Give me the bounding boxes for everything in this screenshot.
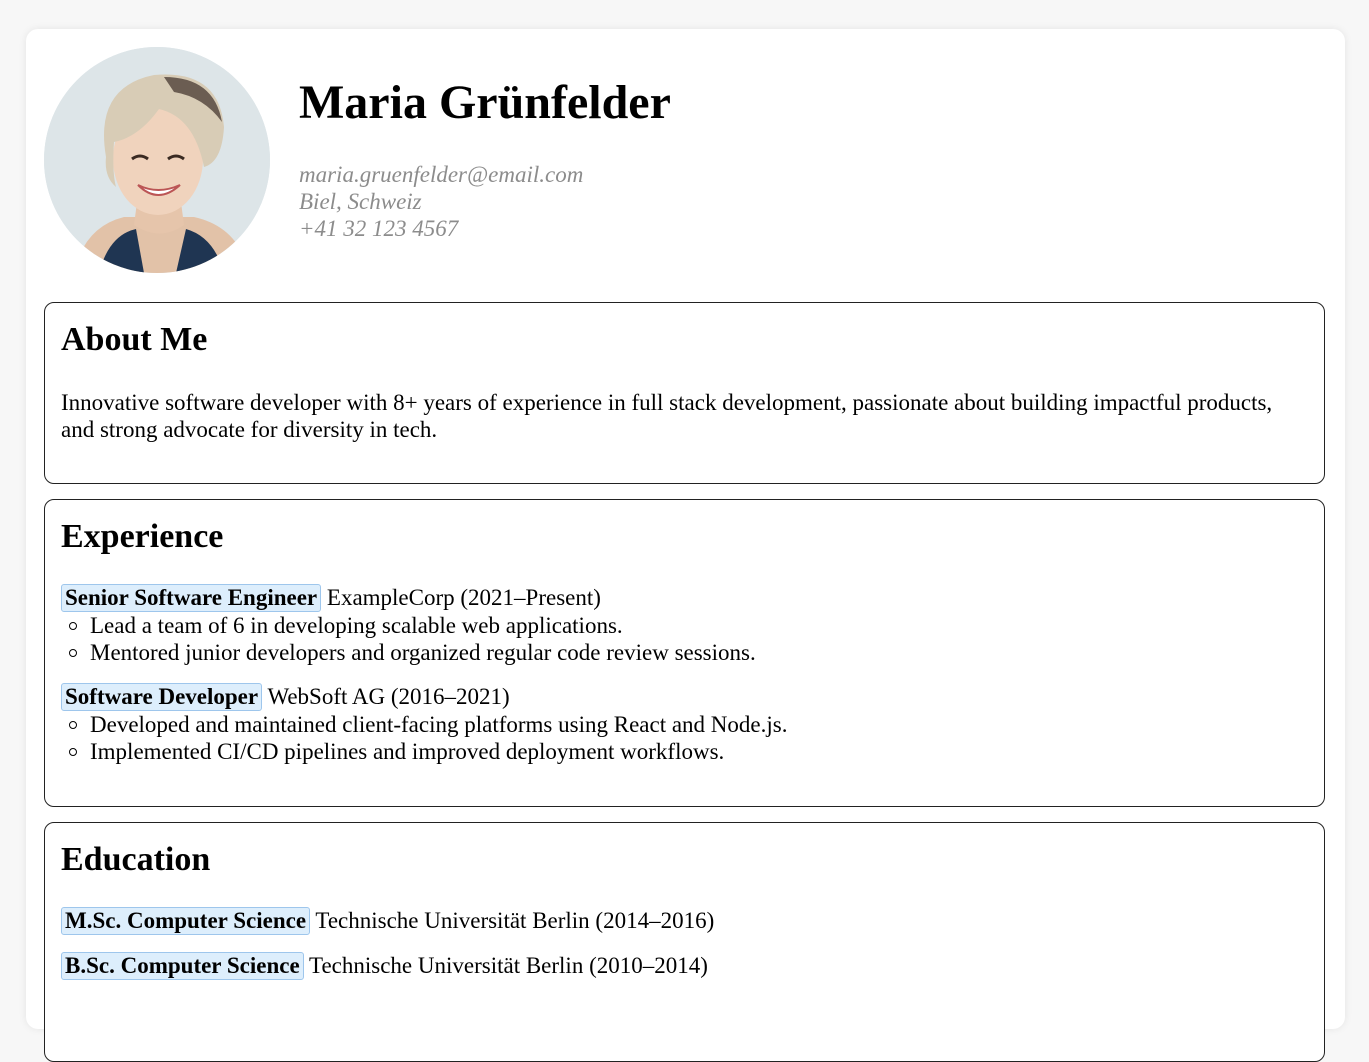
bullet-circle-icon xyxy=(69,649,77,657)
bullet-circle-icon xyxy=(69,748,77,756)
about-heading: About Me xyxy=(61,321,208,358)
job-bullets xyxy=(61,711,787,765)
phone-text: +41 32 123 4567 xyxy=(299,216,459,241)
degree-title: B.Sc. Computer Science xyxy=(61,952,304,980)
education-section xyxy=(44,822,1325,1062)
job-title: Software Developer xyxy=(61,683,262,711)
avatar xyxy=(44,47,270,273)
list-item: Implemented CI/CD pipelines and improved deployment workflows. xyxy=(61,738,787,765)
about-text: Innovative software developer with 8+ years of experience in full stack development, passionate about building impactful products, and strong advocate for diversity in tech. xyxy=(61,390,1273,442)
list-item: Lead a team of 6 in developing scalable web applications. xyxy=(61,612,756,639)
bullet-circle-icon xyxy=(69,622,77,630)
degree-school: Technische Universität Berlin (2010–2014) xyxy=(309,953,708,978)
email-text: maria.gruenfelder@email.com xyxy=(299,162,584,187)
contact-info xyxy=(299,161,583,242)
bullet-circle-icon xyxy=(69,721,77,729)
profile-header xyxy=(44,47,1324,273)
person-name: Maria Grünfelder xyxy=(299,76,671,129)
education-heading: Education xyxy=(61,841,211,878)
degree-title: M.Sc. Computer Science xyxy=(61,907,310,935)
experience-heading: Experience xyxy=(61,518,224,555)
about-section xyxy=(44,302,1325,484)
resume-card xyxy=(26,29,1345,1029)
location-text: Biel, Schweiz xyxy=(299,189,422,214)
experience-section xyxy=(44,499,1325,807)
education-entry xyxy=(61,952,708,980)
job-company: WebSoft AG (2016–2021) xyxy=(267,684,510,709)
list-item: Mentored junior developers and organized regular code review sessions. xyxy=(61,639,756,666)
job-header xyxy=(61,584,756,612)
job-entry xyxy=(61,683,787,765)
job-company: ExampleCorp (2021–Present) xyxy=(326,585,601,610)
list-item: Developed and maintained client-facing platforms using React and Node.js. xyxy=(61,711,787,738)
avatar-portrait-icon xyxy=(44,47,270,273)
degree-school: Technische Universität Berlin (2014–2016) xyxy=(315,908,715,933)
job-entry xyxy=(61,584,756,666)
education-entry xyxy=(61,907,714,935)
job-header xyxy=(61,683,787,711)
job-title: Senior Software Engineer xyxy=(61,584,321,612)
job-bullets xyxy=(61,612,756,666)
